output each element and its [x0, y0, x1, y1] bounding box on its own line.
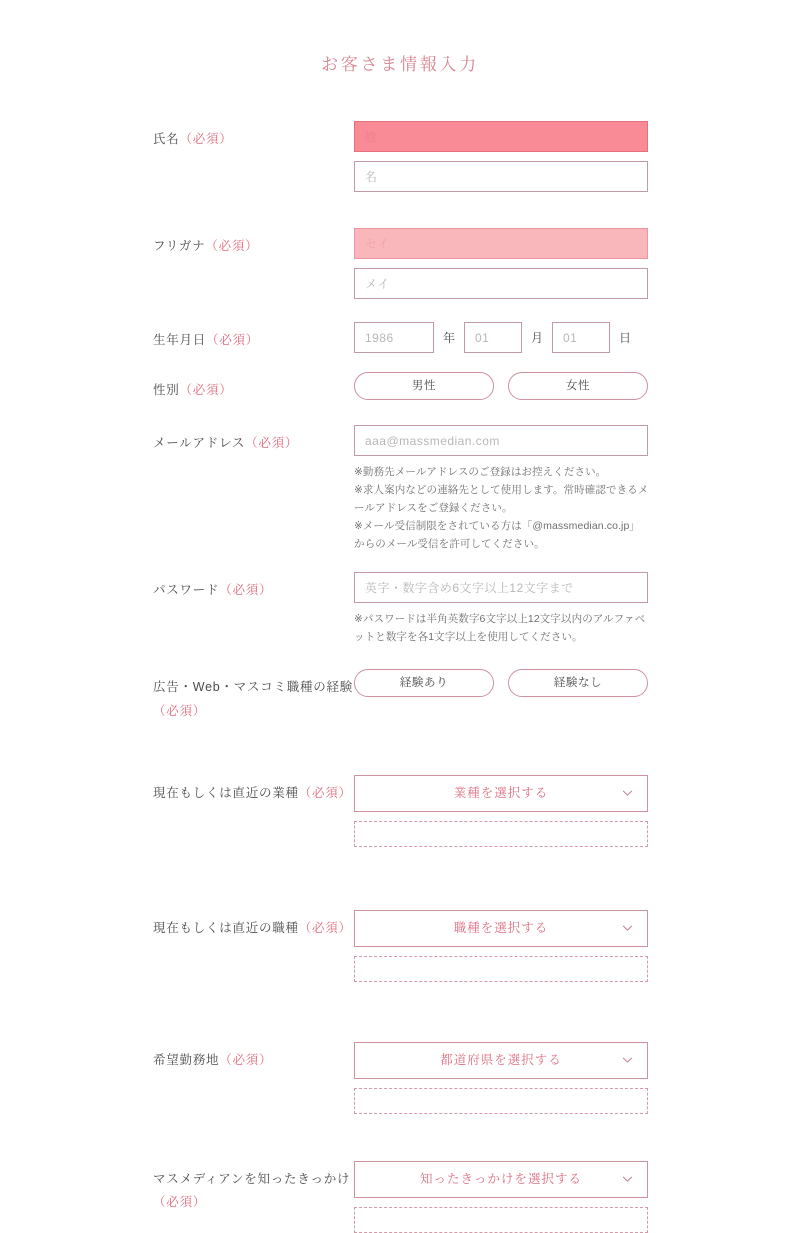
- label-email-text: メールアドレス: [153, 436, 246, 451]
- label-email: [153, 425, 354, 455]
- label-name: [153, 121, 354, 151]
- label-kana: [153, 228, 354, 258]
- label-occupation: [153, 910, 354, 940]
- experience-options: [354, 669, 660, 697]
- form-row-gender: [153, 372, 660, 402]
- occupation-select[interactable]: 職種を選択する: [354, 910, 648, 947]
- field-kana: [354, 228, 660, 299]
- spacer: [153, 646, 660, 669]
- spacer: [153, 1114, 660, 1161]
- password-note-line: ※パスワードは半角英数字6文字以上12文字以内のアルファベットと数字を各1文字以上を使用してください。: [354, 613, 646, 644]
- form-row-work-location: [153, 1042, 660, 1114]
- field-name: [354, 121, 660, 192]
- label-gender: [153, 372, 354, 402]
- form-row-birthday: [153, 322, 660, 353]
- birth-year-input[interactable]: [354, 322, 434, 353]
- label-kana-text: フリガナ: [153, 239, 206, 253]
- spacer: [354, 152, 660, 161]
- field-work-location: [354, 1042, 660, 1114]
- spacer: [153, 553, 660, 572]
- label-work-location: [153, 1042, 354, 1072]
- field-password: [354, 572, 660, 646]
- email-note-line: ※勤務先メールアドレスのご登録はお控えください。: [354, 466, 607, 479]
- label-password: [153, 572, 354, 602]
- required-marker: （必須）: [298, 785, 352, 800]
- field-gender: [354, 372, 660, 400]
- label-password-text: パスワード: [153, 583, 220, 598]
- field-birthday: [354, 322, 660, 353]
- label-industry-text: 現在もしくは直近の業種: [153, 785, 299, 800]
- email-input[interactable]: [354, 425, 648, 456]
- kana-sei-input[interactable]: [354, 228, 648, 259]
- field-industry: [354, 775, 660, 847]
- birth-day-input[interactable]: [552, 322, 610, 353]
- occupation-selected-display: [354, 956, 648, 982]
- spacer: [153, 402, 660, 425]
- label-work-location-text: 希望勤務地: [153, 1052, 220, 1067]
- birth-day-unit: 日: [619, 331, 632, 345]
- required-marker: （必須）: [245, 436, 299, 451]
- label-experience: [153, 669, 354, 722]
- birth-month-input[interactable]: [464, 322, 522, 353]
- field-referral: [354, 1161, 660, 1233]
- form-row-occupation: [153, 910, 660, 982]
- required-marker: （必須）: [219, 583, 273, 598]
- label-occupation-text: 現在もしくは直近の職種: [153, 920, 299, 935]
- form-row-industry: [153, 775, 660, 847]
- referral-select-wrap: [354, 1161, 648, 1198]
- form-row-referral: [153, 1161, 660, 1233]
- industry-selected-display: [354, 821, 648, 847]
- industry-select[interactable]: 業種を選択する: [354, 775, 648, 812]
- field-email: [354, 425, 660, 553]
- required-marker: （必須）: [219, 1052, 273, 1067]
- last-name-input[interactable]: [354, 121, 648, 152]
- customer-info-form: [0, 121, 800, 1233]
- spacer: [153, 847, 660, 910]
- label-experience-text: 広告・Web・マスコミ職種の経験: [153, 680, 353, 695]
- required-marker: （必須）: [153, 703, 207, 718]
- required-marker: （必須）: [179, 383, 233, 397]
- occupation-select-wrap: [354, 910, 648, 947]
- gender-female-button[interactable]: 女性: [508, 372, 648, 400]
- label-referral: [153, 1161, 354, 1214]
- form-row-kana: [153, 228, 660, 299]
- referral-select[interactable]: 知ったきっかけを選択する: [354, 1161, 648, 1198]
- password-notes: [354, 610, 650, 646]
- label-referral-text: マスメディアンを知ったきっかけ: [153, 1171, 351, 1186]
- spacer: [153, 723, 660, 775]
- required-marker: （必須）: [179, 132, 233, 146]
- work-location-select[interactable]: 都道府県を選択する: [354, 1042, 648, 1079]
- birth-month-unit: 月: [531, 331, 544, 345]
- gender-male-button[interactable]: 男性: [354, 372, 494, 400]
- label-industry: [153, 775, 354, 805]
- first-name-input[interactable]: [354, 161, 648, 192]
- field-occupation: [354, 910, 660, 982]
- email-notes: [354, 463, 650, 553]
- required-marker: （必須）: [153, 1194, 207, 1209]
- label-birthday-text: 生年月日: [153, 333, 207, 347]
- page-title: お客さま情報入力: [321, 55, 479, 74]
- form-row-email: [153, 425, 660, 553]
- password-input[interactable]: [354, 572, 648, 603]
- form-row-name: [153, 121, 660, 192]
- required-marker: （必須）: [298, 920, 352, 935]
- spacer: [153, 982, 660, 1042]
- spacer: [153, 299, 660, 322]
- birthday-group: [354, 322, 660, 353]
- required-marker: （必須）: [205, 239, 259, 253]
- birth-year-unit: 年: [443, 331, 456, 345]
- label-gender-text: 性別: [153, 383, 180, 397]
- label-birthday: [153, 322, 354, 352]
- spacer: [153, 192, 660, 228]
- experience-yes-button[interactable]: 経験あり: [354, 669, 494, 697]
- kana-mei-input[interactable]: [354, 268, 648, 299]
- label-name-text: 氏名: [153, 132, 180, 146]
- email-note-line: ※求人案内などの連絡先として使用します。常時確認できるメールアドレスをご登録ください。: [354, 484, 649, 515]
- email-note-line: ※メール受信制限をされている方は「@massmedian.co.jp」からのメール受信を許可してください。: [354, 520, 641, 551]
- form-row-experience: [153, 669, 660, 722]
- field-experience: [354, 669, 660, 697]
- experience-no-button[interactable]: 経験なし: [508, 669, 648, 697]
- industry-select-wrap: [354, 775, 648, 812]
- spacer: [354, 259, 660, 268]
- referral-selected-display: [354, 1207, 648, 1233]
- work-location-selected-display: [354, 1088, 648, 1114]
- spacer: [153, 353, 660, 372]
- work-location-select-wrap: [354, 1042, 648, 1079]
- form-row-password: [153, 572, 660, 646]
- gender-options: [354, 372, 660, 400]
- required-marker: （必須）: [206, 333, 260, 347]
